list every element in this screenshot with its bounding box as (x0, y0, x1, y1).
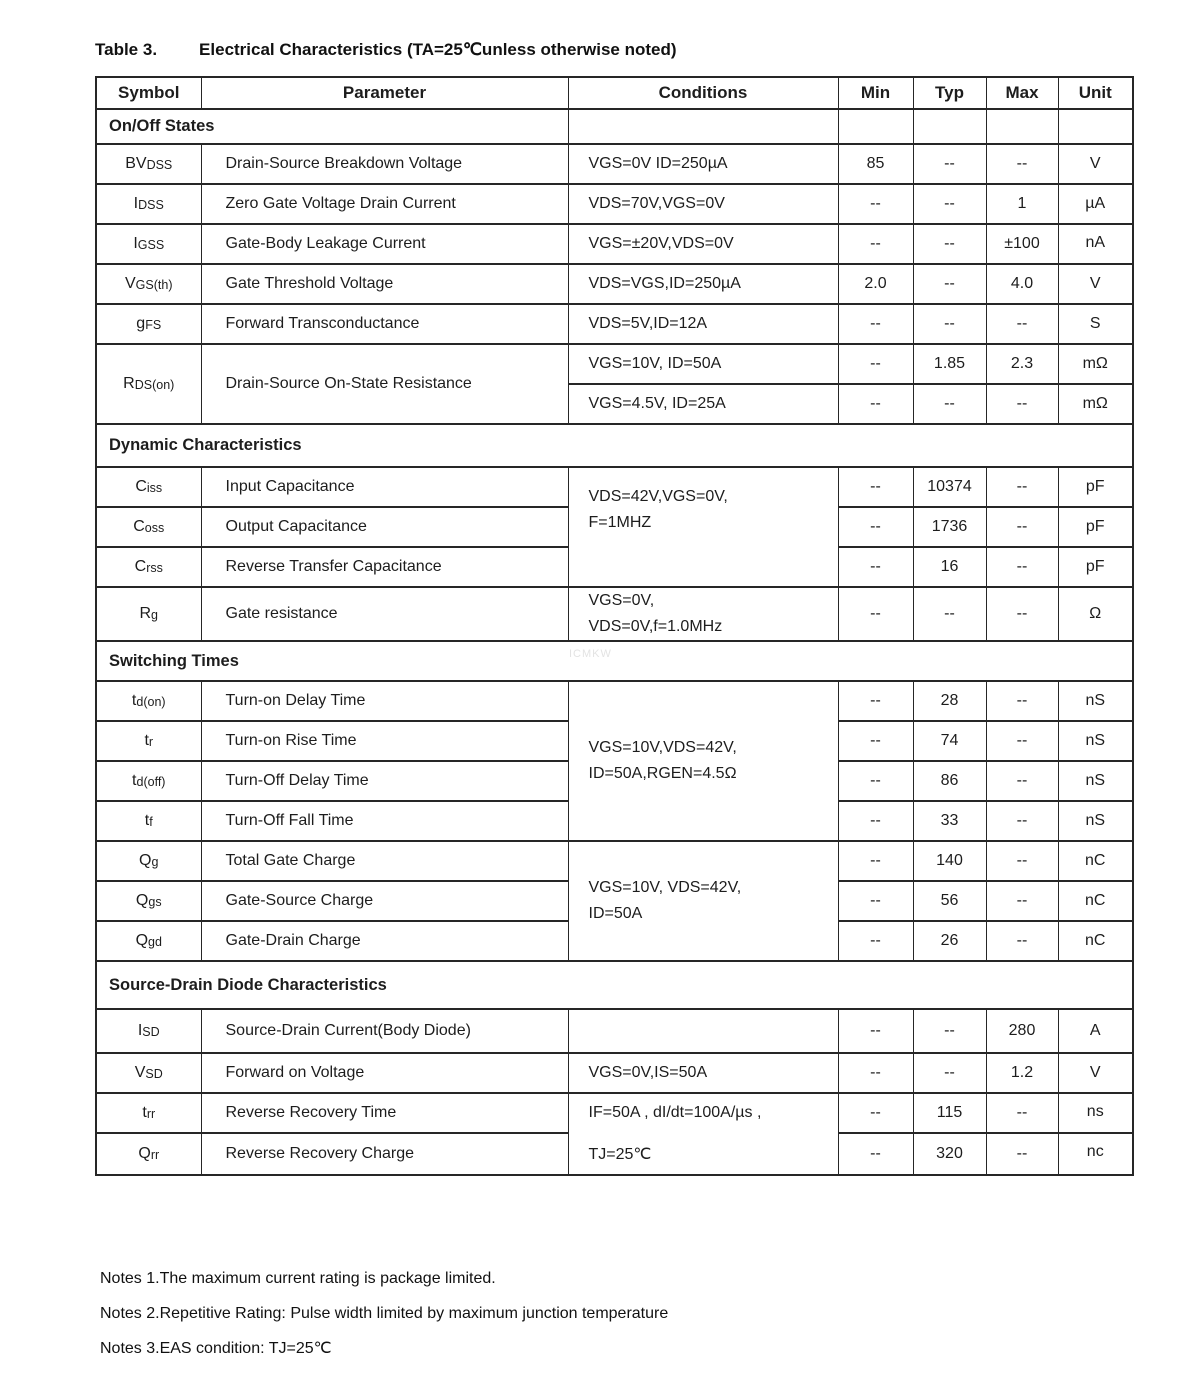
parameter-cell: Turn-on Delay Time (201, 681, 568, 721)
min-cell: -- (838, 344, 913, 384)
empty-cell (913, 109, 986, 144)
typ-cell: -- (913, 587, 986, 641)
conditions-cell: VGS=±20V,VDS=0V (568, 224, 838, 264)
conditions-cell-recovery: IF=50A , dI/dt=100A/µs , TJ=25℃ (568, 1093, 838, 1175)
typ-cell: 33 (913, 801, 986, 841)
min-cell: -- (838, 721, 913, 761)
unit-cell: nC (1058, 921, 1133, 961)
page-title (95, 40, 677, 60)
conditions-cell-capacitance: VDS=42V,VGS=0V, F=1MHZ (568, 467, 838, 587)
header-conditions: Conditions (568, 77, 838, 109)
min-cell: -- (838, 384, 913, 424)
parameter-cell: Zero Gate Voltage Drain Current (201, 184, 568, 224)
min-cell: -- (838, 467, 913, 507)
notes-line-1: Notes 1.The maximum current rating is package limited. (100, 1270, 496, 1287)
max-cell: ±100 (986, 224, 1058, 264)
unit-cell: µA (1058, 184, 1133, 224)
header-typ: Typ (913, 77, 986, 109)
symbol-cell: Qg (96, 841, 201, 881)
unit-cell: nc (1058, 1133, 1133, 1175)
max-cell: 2.3 (986, 344, 1058, 384)
parameter-cell: Reverse Recovery Time (201, 1093, 568, 1133)
min-cell: -- (838, 1093, 913, 1133)
notes-block (100, 1261, 668, 1366)
min-cell: -- (838, 224, 913, 264)
parameter-cell: Total Gate Charge (201, 841, 568, 881)
row-rg (96, 587, 1133, 641)
header-max: Max (986, 77, 1058, 109)
max-cell: -- (986, 587, 1058, 641)
max-cell: -- (986, 761, 1058, 801)
empty-cell (1058, 109, 1133, 144)
symbol-cell: td(on) (96, 681, 201, 721)
parameter-cell: Reverse Recovery Charge (201, 1133, 568, 1175)
section-title-diode: Source-Drain Diode Characteristics (96, 961, 1133, 1009)
min-cell: -- (838, 681, 913, 721)
symbol-cell: Qrr (96, 1133, 201, 1175)
unit-cell: nS (1058, 801, 1133, 841)
parameter-cell: Source-Drain Current(Body Diode) (201, 1009, 568, 1053)
symbol-cell: Coss (96, 507, 201, 547)
symbol-cell: VSD (96, 1053, 201, 1093)
typ-cell: 1736 (913, 507, 986, 547)
typ-cell: 320 (913, 1133, 986, 1175)
max-cell: 280 (986, 1009, 1058, 1053)
symbol-cell: Qgd (96, 921, 201, 961)
conditions-cell: VDS=5V,ID=12A (568, 304, 838, 344)
section-row-diode (96, 961, 1133, 1009)
min-cell: 2.0 (838, 264, 913, 304)
max-cell: -- (986, 144, 1058, 184)
conditions-cell-switching: VGS=10V,VDS=42V, ID=50A,RGEN=4.5Ω (568, 681, 838, 841)
max-cell: -- (986, 921, 1058, 961)
typ-cell: 1.85 (913, 344, 986, 384)
empty-cell (568, 109, 838, 144)
header-row (96, 77, 1133, 109)
table-number: Table 3. (95, 40, 158, 59)
conditions-cell: VGS=0V,IS=50A (568, 1053, 838, 1093)
max-cell: -- (986, 1133, 1058, 1175)
min-cell: -- (838, 761, 913, 801)
row-bvdss (96, 144, 1133, 184)
parameter-cell: Gate-Source Charge (201, 881, 568, 921)
typ-cell: -- (913, 224, 986, 264)
section-title-dynamic: Dynamic Characteristics (96, 424, 1133, 467)
unit-cell: S (1058, 304, 1133, 344)
unit-cell: pF (1058, 547, 1133, 587)
symbol-cell: IDSS (96, 184, 201, 224)
symbol-cell: ISD (96, 1009, 201, 1053)
parameter-cell: Gate resistance (201, 587, 568, 641)
parameter-cell: Gate Threshold Voltage (201, 264, 568, 304)
row-idss (96, 184, 1133, 224)
conditions-cell: VDS=VGS,ID=250µA (568, 264, 838, 304)
parameter-cell: Drain-Source Breakdown Voltage (201, 144, 568, 184)
max-cell: -- (986, 681, 1058, 721)
typ-cell: 16 (913, 547, 986, 587)
row-tdon (96, 681, 1133, 721)
min-cell: -- (838, 547, 913, 587)
parameter-cell: Turn-Off Fall Time (201, 801, 568, 841)
max-cell: -- (986, 467, 1058, 507)
max-cell: 4.0 (986, 264, 1058, 304)
symbol-cell: td(off) (96, 761, 201, 801)
unit-cell: Ω (1058, 587, 1133, 641)
max-cell: -- (986, 547, 1058, 587)
min-cell: -- (838, 1009, 913, 1053)
typ-cell: 115 (913, 1093, 986, 1133)
conditions-cell: VGS=0V, VDS=0V,f=1.0MHz (568, 587, 838, 641)
header-unit: Unit (1058, 77, 1133, 109)
typ-cell: 28 (913, 681, 986, 721)
parameter-cell: Input Capacitance (201, 467, 568, 507)
min-cell: -- (838, 841, 913, 881)
min-cell: -- (838, 881, 913, 921)
typ-cell: -- (913, 1009, 986, 1053)
parameter-cell: Gate-Body Leakage Current (201, 224, 568, 264)
max-cell: -- (986, 304, 1058, 344)
min-cell: -- (838, 1053, 913, 1093)
min-cell: -- (838, 801, 913, 841)
typ-cell: 56 (913, 881, 986, 921)
max-cell: 1 (986, 184, 1058, 224)
symbol-cell: gFS (96, 304, 201, 344)
typ-cell: -- (913, 264, 986, 304)
symbol-cell: tr (96, 721, 201, 761)
conditions-cell (568, 1009, 838, 1053)
max-cell: -- (986, 881, 1058, 921)
row-igss (96, 224, 1133, 264)
header-parameter: Parameter (201, 77, 568, 109)
unit-cell: mΩ (1058, 384, 1133, 424)
typ-cell: -- (913, 384, 986, 424)
conditions-cell: VGS=10V, ID=50A (568, 344, 838, 384)
max-cell: -- (986, 841, 1058, 881)
max-cell: -- (986, 1093, 1058, 1133)
unit-cell: nS (1058, 721, 1133, 761)
unit-cell: nC (1058, 841, 1133, 881)
header-symbol: Symbol (96, 77, 201, 109)
symbol-cell: trr (96, 1093, 201, 1133)
symbol-cell: VGS(th) (96, 264, 201, 304)
typ-cell: 140 (913, 841, 986, 881)
typ-cell: -- (913, 144, 986, 184)
max-cell: -- (986, 507, 1058, 547)
section-title-switching: Switching Times ICMKW (96, 641, 1133, 681)
section-title-onoff: On/Off States (96, 109, 568, 144)
min-cell: -- (838, 587, 913, 641)
unit-cell: nS (1058, 761, 1133, 801)
conditions-cell-charge: VGS=10V, VDS=42V, ID=50A (568, 841, 838, 961)
notes-line-3: Notes 3.EAS condition: TJ=25℃ (100, 1340, 332, 1357)
unit-cell: mΩ (1058, 344, 1133, 384)
unit-cell: nA (1058, 224, 1133, 264)
unit-cell: V (1058, 264, 1133, 304)
min-cell: -- (838, 507, 913, 547)
unit-cell: nC (1058, 881, 1133, 921)
conditions-cell: VGS=0V ID=250µA (568, 144, 838, 184)
typ-cell: 86 (913, 761, 986, 801)
conditions-cell: VGS=4.5V, ID=25A (568, 384, 838, 424)
parameter-cell: Gate-Drain Charge (201, 921, 568, 961)
section-row-onoff (96, 109, 1133, 144)
row-gfs (96, 304, 1133, 344)
watermark: ICMKW (569, 648, 612, 660)
row-ciss (96, 467, 1133, 507)
empty-cell (986, 109, 1058, 144)
max-cell: -- (986, 384, 1058, 424)
parameter-cell: Turn-on Rise Time (201, 721, 568, 761)
typ-cell: 10374 (913, 467, 986, 507)
min-cell: -- (838, 1133, 913, 1175)
symbol-cell: RDS(on) (96, 344, 201, 424)
symbol-cell: tf (96, 801, 201, 841)
parameter-cell: Forward Transconductance (201, 304, 568, 344)
typ-cell: 26 (913, 921, 986, 961)
symbol-cell: IGSS (96, 224, 201, 264)
parameter-cell: Forward on Voltage (201, 1053, 568, 1093)
typ-cell: -- (913, 184, 986, 224)
typ-cell: -- (913, 1053, 986, 1093)
max-cell: -- (986, 721, 1058, 761)
header-min: Min (838, 77, 913, 109)
unit-cell: A (1058, 1009, 1133, 1053)
unit-cell: nS (1058, 681, 1133, 721)
min-cell: -- (838, 304, 913, 344)
typ-cell: -- (913, 304, 986, 344)
table-title-text: Electrical Characteristics (TA=25℃unless otherwise noted) (199, 40, 677, 59)
symbol-cell: Ciss (96, 467, 201, 507)
row-qg (96, 841, 1133, 881)
unit-cell: V (1058, 144, 1133, 184)
conditions-cell: VDS=70V,VGS=0V (568, 184, 838, 224)
max-cell: -- (986, 801, 1058, 841)
electrical-characteristics-table (95, 76, 1134, 1176)
empty-cell (838, 109, 913, 144)
typ-cell: 74 (913, 721, 986, 761)
row-vgsth (96, 264, 1133, 304)
parameter-cell: Drain-Source On-State Resistance (201, 344, 568, 424)
unit-cell: pF (1058, 467, 1133, 507)
parameter-cell: Output Capacitance (201, 507, 568, 547)
section-row-switching (96, 641, 1133, 681)
row-trr (96, 1093, 1133, 1133)
unit-cell: ns (1058, 1093, 1133, 1133)
section-row-dynamic (96, 424, 1133, 467)
row-rdson-1 (96, 344, 1133, 384)
symbol-cell: Crss (96, 547, 201, 587)
unit-cell: V (1058, 1053, 1133, 1093)
min-cell: -- (838, 184, 913, 224)
parameter-cell: Reverse Transfer Capacitance (201, 547, 568, 587)
notes-line-2: Notes 2.Repetitive Rating: Pulse width limited by maximum junction temperature (100, 1305, 669, 1322)
min-cell: 85 (838, 144, 913, 184)
symbol-cell: BVDSS (96, 144, 201, 184)
row-vsd (96, 1053, 1133, 1093)
symbol-cell: Rg (96, 587, 201, 641)
parameter-cell: Turn-Off Delay Time (201, 761, 568, 801)
symbol-cell: Qgs (96, 881, 201, 921)
unit-cell: pF (1058, 507, 1133, 547)
min-cell: -- (838, 921, 913, 961)
max-cell: 1.2 (986, 1053, 1058, 1093)
row-isd (96, 1009, 1133, 1053)
